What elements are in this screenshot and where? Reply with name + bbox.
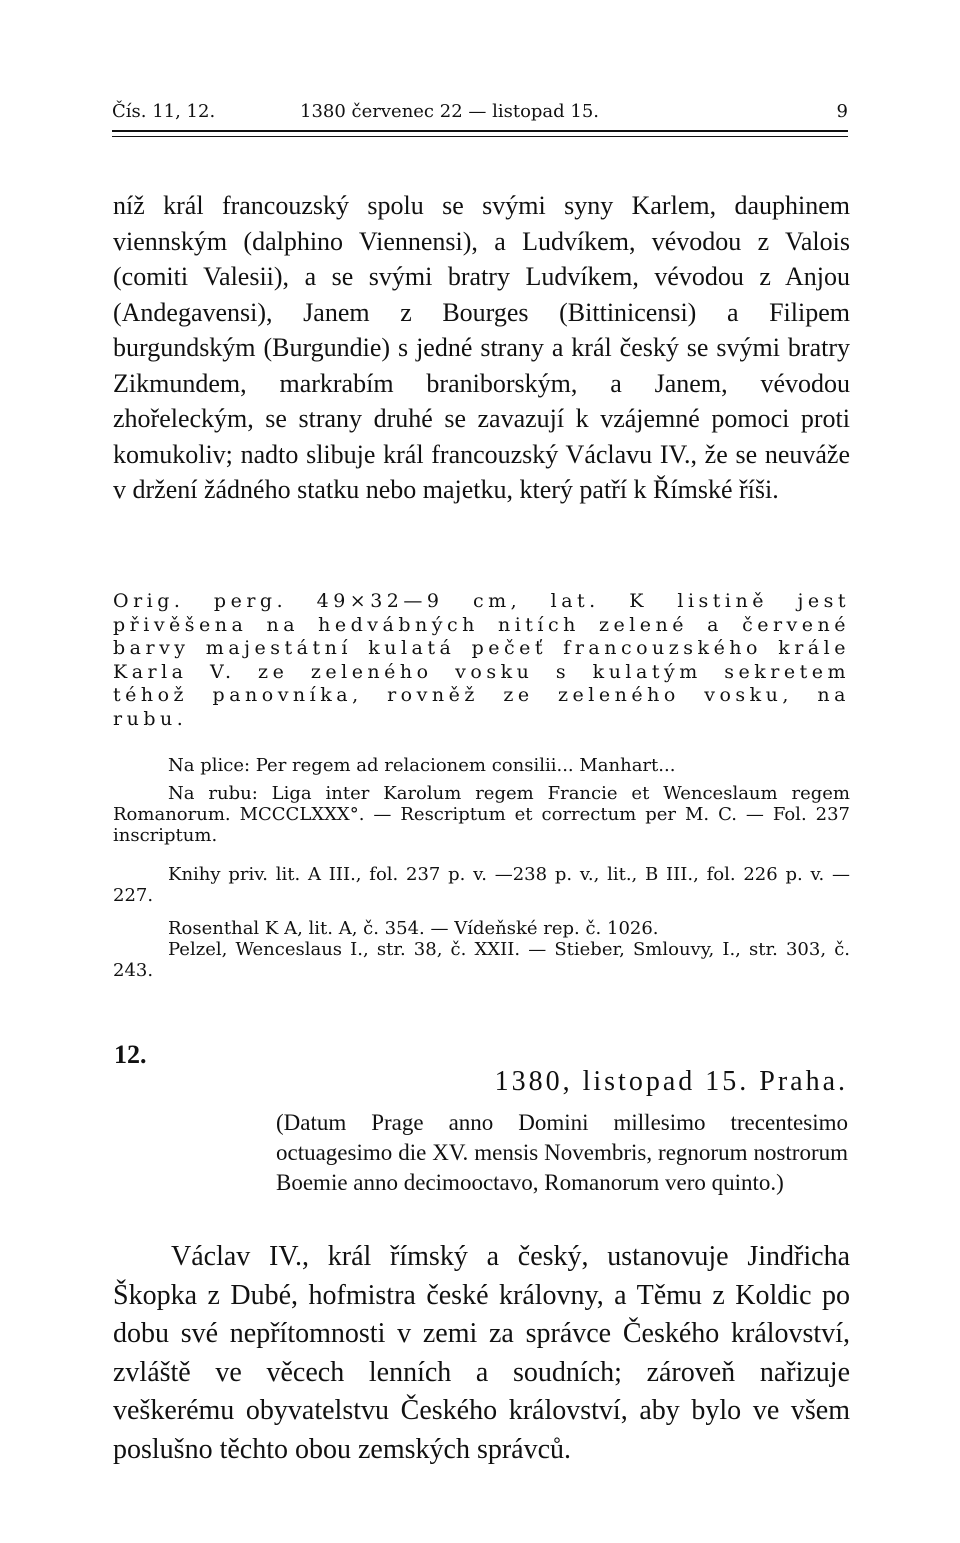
dating-clause: (Datum Prage anno Domini millesimo trecentesimo octuagesimo die XV. mensis Novembris, regnorum nostrorum Boemie anno decimooctavo, Romanorum vero quinto.) bbox=[276, 1110, 848, 1195]
main-paragraph: níž král francouzský spolu se svými syny Karlem, dauphinem viennským (dalphino Viennensi), a Ludvíkem, vévodou z Valois (comiti Valesii), a se svými bratry Ludvíkem, vévodou z Anjou (Andegavensi), Janem z Bourges (Bittinicensi) a Filipem burgundským (Burgundie) s jedné strany a král český se svými bratry Zikmundem, markrabím braniborským, a Janem, vévodou zhořeleckým, se strany druhé se zavazují k vzájemné pomoci proti komukoliv; nadto slibuje král francouzský Václavu IV., že se neuváže v držení žádného statku nebo majetku, který patří k Římské říši. bbox=[113, 191, 850, 504]
note-pelzel: Pelzel, Wenceslaus I., str. 38, č. XXII. — Stieber, Smlouvy, I., str. 303, č. 243. bbox=[113, 939, 850, 981]
note-rosenthal: Rosenthal K A, lit. A, č. 354. — Vídeňské rep. č. 1026. bbox=[168, 918, 659, 939]
document-number: 12. bbox=[114, 1040, 147, 1069]
header-rule-bottom bbox=[112, 136, 848, 137]
date-range: 1380 červenec 22 — listopad 15. bbox=[300, 101, 600, 122]
header-rule-top bbox=[112, 130, 848, 132]
note-plice bbox=[113, 755, 850, 776]
note-knihy-text: Knihy priv. lit. A III., fol. 237 p. v. —238 p. v., lit., B III., fol. 226 p. v. —227. bbox=[113, 864, 850, 906]
note-plice-text: Na plice: Per regem ad relacionem consilii... Manhart... bbox=[168, 755, 676, 776]
page-number: 9 bbox=[836, 101, 848, 122]
regest: Václav IV., král římský a český, ustanovuje Jindřicha Škopka z Dubé, hofmistra české královny, a Těmu z Koldic po dobu své nepřítomnosti v zemi za správce Českého království, zvláště ve věcech lenních a soudních; zároveň nařizuje veškerému obyvatelstvu Českého království, aby bylo ve všem poslušno těchto obou zemských správců. bbox=[113, 1241, 850, 1465]
physical-description: Orig. perg. 49×32—9 cm, lat. K listině jest přivěšena na hedvábných nitích zelené a červené barvy majestátní kulatá pečeť francouzského krále Karla V. ze zeleného vosku s kulatým sekretem téhož panovníka, rovněž ze zeleného vosku, na rubu. bbox=[113, 590, 850, 730]
document-numbers: Čís. 11, 12. bbox=[112, 101, 216, 122]
note-rubu-text: Na rubu: Liga inter Karolum regem Francie et Wenceslaum regem Romanorum. MCCCLXXX°. — Rescriptum et correctum per M. C. — Fol. 237 inscriptum. bbox=[113, 783, 850, 846]
running-head bbox=[112, 100, 848, 124]
bibliography bbox=[113, 918, 850, 981]
note-rubu bbox=[113, 783, 850, 846]
note-knihy bbox=[113, 864, 850, 906]
date-place: 1380, listopad 15. Praha. bbox=[494, 1066, 848, 1097]
